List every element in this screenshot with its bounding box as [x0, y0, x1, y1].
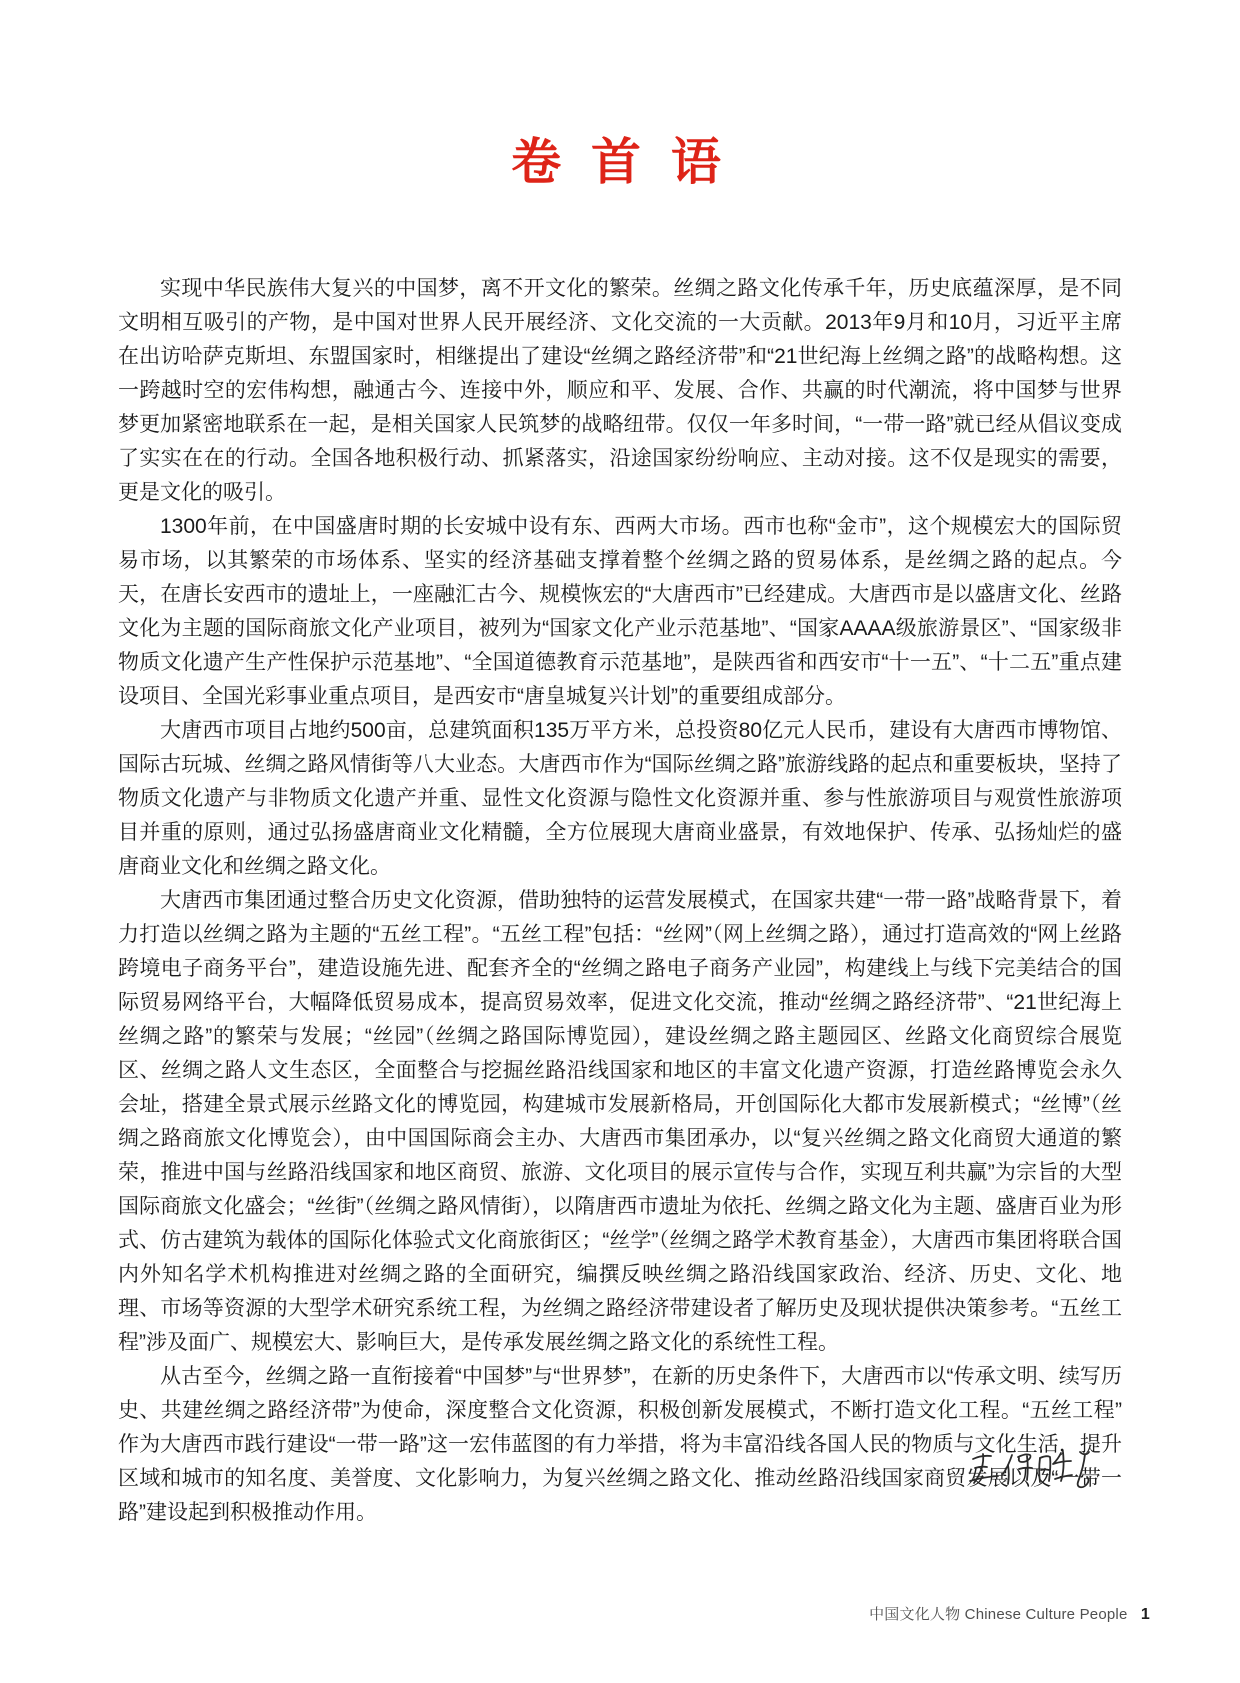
paragraph-5: 从古至今，丝绸之路一直衔接着“中国梦”与“世界梦”，在新的历史条件下，大唐西市以“传承文明、续写历史、共建丝绸之路经济带”为使命，深度整合文化资源，积极创新发展模式，不断打造文化工程。“五丝工程”作为大唐西市践行建设“一带一路”这一宏伟蓝图的有力举措，将为丰富沿线各国人民的物质与文化生活，提升区域和城市的知名度、美誉度、文化影响力，为复兴丝绸之路文化、推动丝路沿线国家商贸发展以及“一带一路”建设起到积极推动作用。	[118, 1365, 1122, 1524]
signature-handwriting-icon	[963, 1438, 1103, 1500]
page-footer	[869, 1603, 1150, 1624]
signature	[963, 1438, 1103, 1500]
page-number: 1	[1140, 1606, 1150, 1623]
paragraph-4: 大唐西市集团通过整合历史文化资源，借助独特的运营发展模式，在国家共建“一带一路”战略背景下，着力打造以丝绸之路为主题的“五丝工程”。“五丝工程”包括：“丝网”（网上丝绸之路），通过打造高效的“网上丝路跨境电子商务平台”，建造设施先进、配套齐全的“丝绸之路电子商务产业园”，构建线上与线下完美结合的国际贸易网络平台，大幅降低贸易成本，提高贸易效率，促进文化交流，推动“丝绸之路经济带”、“21世纪海上丝绸之路”的繁荣与发展；“丝园”（丝绸之路国际博览园），建设丝绸之路主题园区、丝路文化商贸综合展览区、丝绸之路人文生态区，全面整合与挖掘丝路沿线国家和地区的丰富文化遗产资源，打造丝路博览会永久会址，搭建全景式展示丝路文化的博览园，构建城市发展新格局，开创国际化大都市发展新模式；“丝博”（丝绸之路商旅文化博览会），由中国国际商会主办、大唐西市集团承办，以“复兴丝绸之路文化商贸大通道的繁荣，推进中国与丝路沿线国家和地区商贸、旅游、文化项目的展示宣传与合作，实现互利共赢”为宗旨的大型国际商旅文化盛会；“丝街”（丝绸之路风情街），以隋唐西市遗址为依托、丝绸之路文化为主题、盛唐百业为形式、仿古建筑为载体的国际化体验式文化商旅街区；“丝学”（丝绸之路学术教育基金），大唐西市集团将联合国内外知名学术机构推进对丝绸之路的全面研究，编撰反映丝绸之路沿线国家政治、经济、历史、文化、地理、市场等资源的大型学术研究系统工程，为丝绸之路经济带建设者了解历史及现状提供决策参考。“五丝工程”涉及面广、规模宏大、影响巨大，是传承发展丝绸之路文化的系统性工程。	[118, 889, 1122, 1354]
body-text	[118, 272, 1122, 1530]
journal-name-en: Chinese Culture People	[964, 1606, 1128, 1623]
page-title: 卷 首 语	[511, 134, 729, 190]
paragraph-2: 1300年前，在中国盛唐时期的长安城中设有东、西两大市场。西市也称“金市”，这个规模宏大的国际贸易市场，以其繁荣的市场体系、坚实的经济基础支撑着整个丝绸之路的贸易体系，是丝绸之路的起点。今天，在唐长安西市的遗址上，一座融汇古今、规模恢宏的“大唐西市”已经建成。大唐西市是以盛唐文化、丝路文化为主题的国际商旅文化产业项目，被列为“国家文化产业示范基地”、“国家AAAA级旅游景区”、“国家级非物质文化遗产生产性保护示范基地”、“全国道德教育示范基地”，是陕西省和西安市“十一五”、“十二五”重点建设项目、全国光彩事业重点项目，是西安市“唐皇城复兴计划”的重要组成部分。	[118, 515, 1122, 708]
paragraph-1: 实现中华民族伟大复兴的中国梦，离不开文化的繁荣。丝绸之路文化传承千年，历史底蕴深厚，是不同文明相互吸引的产物，是中国对世界人民开展经济、文化交流的一大贡献。2013年9月和10月，习近平主席在出访哈萨克斯坦、东盟国家时，相继提出了建设“丝绸之路经济带”和“21世纪海上丝绸之路”的战略构想。这一跨越时空的宏伟构想，融通古今、连接中外，顺应和平、发展、合作、共赢的时代潮流，将中国梦与世界梦更加紧密地联系在一起，是相关国家人民筑梦的战略纽带。仅仅一年多时间，“一带一路”就已经从倡议变成了实实在在的行动。全国各地积极行动、抓紧落实，沿途国家纷纷响应、主动对接。这不仅是现实的需要，更是文化的吸引。	[118, 277, 1122, 504]
journal-name-cn: 中国文化人物	[869, 1606, 961, 1623]
paragraph-3: 大唐西市项目占地约500亩，总建筑面积135万平方米，总投资80亿元人民币，建设有大唐西市博物馆、国际古玩城、丝绸之路风情街等八大业态。大唐西市作为“国际丝绸之路”旅游线路的起点和重要板块，坚持了物质文化遗产与非物质文化遗产并重、显性文化资源与隐性文化资源并重、参与性旅游项目与观赏性旅游项目并重的原则，通过弘扬盛唐商业文化精髓，全方位展现大唐商业盛景，有效地保护、传承、弘扬灿烂的盛唐商业文化和丝绸之路文化。	[118, 719, 1122, 878]
